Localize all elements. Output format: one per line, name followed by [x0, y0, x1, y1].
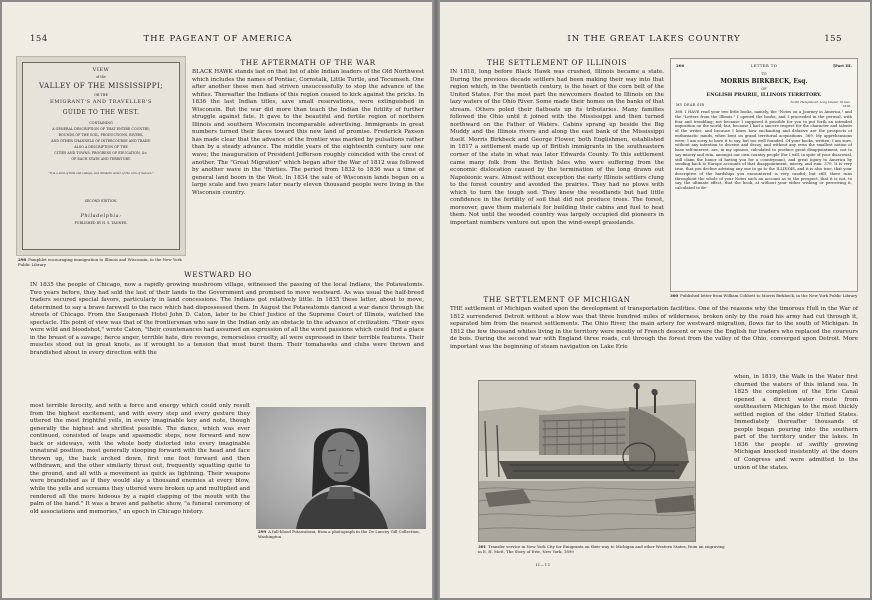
left-running-title: THE PAGEANT OF AMERICA — [143, 34, 293, 44]
right-running-title: IN THE GREAT LAKES COUNTRY — [567, 34, 741, 44]
caption-301 — [478, 545, 728, 555]
section-title-illinois: THE SETTLEMENT OF ILLINOIS — [486, 58, 628, 67]
right-page-number: 155 — [824, 34, 842, 44]
tp-line: OR THE — [94, 93, 108, 97]
caption-number: 299 — [258, 530, 267, 534]
letter-of: OF — [761, 87, 767, 91]
letter-salutation: MY DEAR SIR — [676, 103, 705, 107]
signature-mark: II—11 — [536, 562, 551, 567]
left-page — [2, 2, 432, 598]
tp-line: PUBLISHED BY H. S. TANNER. — [74, 221, 128, 225]
tp-line: "It is a land of hills and valleys, and drinketh water of the rain of heaven." — [48, 171, 154, 175]
potawatomi-portrait — [256, 407, 426, 529]
letter-name: MORRIS BIRKBECK, Esq. — [720, 78, 808, 85]
caption-text: Published letter from William Cobbett to Morris Birkbeck, in the New York Public Library — [680, 294, 858, 298]
left-page-number: 154 — [30, 34, 48, 44]
tp-line: GUIDE TO THE WEST. — [62, 109, 140, 116]
tp-line: ALSO A DESCRIPTION OF THE — [74, 145, 128, 149]
section-title-aftermath: THE AFTERMATH OF THE WAR — [240, 58, 376, 67]
title-page-inner — [22, 62, 180, 250]
tp-line: AND OTHER CHANNELS OF INTERCOURSE AND TRADE: — [51, 139, 151, 143]
tp-line: EMIGRANT'S AND TRAVELLER'S — [50, 99, 152, 105]
caption-text: A full-blood Potawatomi, from a photograph in the De Lancey Gill Collection, Washington — [258, 530, 420, 539]
section-title-westward-ho: WESTWARD HO — [184, 270, 252, 279]
left-running-head — [30, 34, 406, 46]
tp-line: SECOND EDITION. — [84, 199, 118, 203]
right-running-head — [466, 34, 842, 46]
cobbett-letter-plate — [670, 58, 858, 292]
letter-part: [Part III. — [833, 63, 852, 68]
tp-line: CITIES AND TOWNS, PROGRESS OF EDUCATION, &c. — [54, 151, 148, 155]
aftermath-paragraph: BLACK HAWK stands last on that list of able Indian leaders of the Old Northwest which includes the names of Pontiac, Cornstalk, Little Turtle, and Tecumseh. One after another these men had striven unsuccessfully to stop the advance of the whites. Thereafter the Indians of this region ceased to kick against the pricks. In 1836 the last Indian titles, save small reservations, were extinguished in Wisconsin. But the war did more than teach the Indian the futility of further struggle against fate. It gave to the beautiful and fertile region of northern Illinois and southern Wisconsin incomparable advertising. Immigrants in great numbers turned their faces toward this new land of promise. Frederick Paxson has made clear that the advance of the frontier was marked by pulsations rather than by a steady advance. The middle years of the eighteenth century saw one wave; the inauguration of President Jefferson roughly coincided with the crest of another. The "Great Migration" which began after the War of 1812 was followed by another wave in the 'thirties. The period from 1832 to 1836 was a time of general land boom in the West. In 1834 the sale of Wisconsin lands began on a large scale and two years later nearly eleven thousand people were living in the Wisconsin country. — [192, 69, 424, 196]
michigan-paragraph-continued: when, in 1819, the Walk in the Water first churned the waters of this inland sea. In 1825 the completion of the Erie Canal opened a direct water route from southeastern Michigan to the most thickly settled region of the older United States. Immediately thereafter thousands of people began pouring into the southern part of the territory under the lakes. In 1836 the people of swiftly growing Michigan knocked insistently at the doors of Congress and were admitted to the union of the states. — [734, 374, 858, 471]
caption-300 — [670, 294, 858, 299]
caption-298 — [18, 258, 186, 268]
book-gutter — [432, 0, 440, 600]
transfer-service-engraving — [478, 380, 696, 542]
title-page-plate — [16, 56, 186, 256]
tp-line: Philadelphia: — [80, 213, 122, 219]
tp-line: CONTAINING — [89, 121, 113, 125]
letter-body: 368. I HAVE read your two little books, namely, the "Notes on a Journey in America," and the "Letters from the Illinois." I opened the books, and I proceeded in the perusal, with fear and trembling; not because I supposed it possible for you to put forth an intended imposition on the world; but, because I had a sincere respect for the character and talents of the writer; and because I knew how enchanting and delusive are the prospects of enthusiastic minds, when bent on grand territorial acquisitions. 369. My apprehensions were, I am sorry to have it to say, but too well founded. Of your books, written, I am sure, without any intention to deceive and decoy, and without any even the smallest notion of base self-interest, are, in my opinion, calculated to produce great disappointment, not to say misery and ruin, amongst our own country people (for I will, in spite of your disavowal, still claim the honor of having you for a countryman), and great injury to America by sending back to Europe accounts of that disappointment, misery, and ruin. 370. It is very true, that you decline advising any one to go to the ILLINOIS, and it is also true, that your descriptive of the hardships you encountered is very candid; but still, there runs throughout the whole of your Notes such an account as to the prospect, that it is not, to say, the ultimate effect, that the book, at without your either wishing or perceiving it, calculated to de- — [675, 110, 852, 190]
caption-number: 298 — [18, 258, 27, 262]
letter-page-no: 200 — [676, 63, 685, 68]
engraving-drawing — [479, 381, 696, 542]
caption-number: 301 — [478, 545, 487, 549]
letter-head: LETTER TO — [750, 63, 778, 68]
tp-line: A GENERAL DESCRIPTION OF THAT ENTIRE COUNTRY; — [52, 127, 150, 131]
letter-place: ENGLISH PRAIRIE, ILLINOIS TERRITORY. — [706, 92, 822, 98]
tp-line: OF EACH STATE AND TERRITORY. — [71, 157, 131, 161]
caption-299 — [258, 530, 426, 540]
caption-text: Pamphlet encouraging immigration to Illinois and Wisconsin, in the New York Public Library — [18, 258, 182, 267]
westward-paragraph: IN 1835 the people of Chicago, now a rapidly growing mushroom village, witnessed the passing of the local Indians, the Potawatomis. Two years before, they had sold the last of their lands to the Government and promised to move westward. As was usual the half-breed traders secured special favors, particularly in land concessions. The Indians got relatively little. In 1835 these latter, about to move, determined to say a brave farewell to the race which had dispossessed them. In August the Potawatomis danced a war dance through the streets of Chicago. From the Saugenash Hotel John D. Caton, later to be Chief Justice of the Supreme Court of Illinois, watched the spectacle. His point of view was that of the frontiersman who saw in the Indian only an obstacle to the advance of civilization. "Their eyes were wild and bloodshot," wrote Caton, "their countenances had assumed an expression of all the worst passions which could find a place in the breast of a savage; fierce anger, terrible hate, dire revenge, remorseless cruelty, all were expressed in their terrible features. Their muscles stood out in great knots, as if wrought to a tension that must burst them. Their tomahawks and clubs were thrown and brandished about in every direction with the — [30, 282, 424, 356]
caption-text: Transfer service in New York City for Emigrants on their way to Michigan and other Western States, from an engraving in E. H. Mott, The Story of Erie, New York, 1899 — [478, 545, 725, 554]
michigan-paragraph: THE settlement of Michigan waited upon the development of transportation facilities. One of the reasons why the timorous Hull in the War of 1812 surrendered Detroit without a blow was that three hundred miles of wilderness, broken only by the road his army had cut through it, separated him from the nearest settlements. The Ohio River, the main artery for westward migration, flows far to the south of Michigan. In 1812 the few thousand whites living in the territory were mostly of French descent or were the English fur traders who replaced the coureurs de bois. During the second war with England three roads, cut through the forest from the valley of the Ohio, converged upon Detroit. More important was the beginning of steam navigation on Lake Erie — [450, 306, 858, 350]
letter-to: TO — [761, 72, 767, 76]
tp-line: VIEW — [92, 67, 110, 73]
section-title-michigan: THE SETTLEMENT OF MICHIGAN — [483, 295, 631, 304]
tp-line: of the — [96, 75, 106, 79]
caption-number: 300 — [670, 294, 679, 298]
right-page — [440, 2, 870, 598]
tp-line: BOUNDS OF THE SOIL, PRODUCTIONS, RIVERS, — [58, 133, 144, 137]
illinois-paragraph: IN 1818, long before Black Hawk was crushed, Illinois became a state. During the previous decade settlers had been making their way into that region which, in the twentieth century, is the heart of the corn belt of the United States. For the most part the newcomers floated to Illinois on the lazy waters of the Ohio River. Some made their homes on the banks of that stream. Others poled their flatboats up its tributaries. Many families followed the Ohio until it joined with the Mississippi and then turned northward on the Father of Waters. Cabins sprang up beside the Big Muddy and the Illinois rivers and along the east bank of the Mississippi itself. Morris Birkbeck and George Flower, both Englishmen, established in 1817 a settlement made up of British immigrants in the southeastern corner of the state in what was later Edwards County. To this settlement came many folk from the British Isles who were suffering from the economic dislocation caused by the termination of the long drawn out Napoleonic wars. Almost without exception the early Illinois settlers clung to the forest country and avoided the prairies. They had no plows with which to turn the tough sod. They knew the woodlands but had little confidence in the fertility of soil that did not produce trees. The forest, moreover, gave them materials for building their cabins and fuel to heat them. Not until the wooded country was largely occupied did pioneers in important numbers venture out upon the wind-swept grasslands. — [450, 69, 664, 226]
westward-paragraph-continued: most terrible ferocity, and with a force and energy which could only result from the highest excitement, and with every step and every gesture they uttered the most frightful yells, in every imaginable key and note, though generally the highest and shrillest possible. The dance, which was ever continued, consisted of leaps and spasmodic steps, now forward and now back or sideways, with the whole body distorted into every imaginable unnatural position, most generally stooping forward with the head and face thrown up, the back arched down, first one foot forward and then withdrawn, and the other similarly thrust out, frequently squatting quite to the ground, and all with a movement as quick as lightning. Their weapons were brandished as if they would slay a thousand enemies at every blow, while the yells and screams they uttered were broken up and multiplied and rendered all the more hideous by a rapid clapping of the mouth with the palm of the hand." It was a brave and pathetic show, "a funeral ceremony of old associations and memories," an epoch in Chicago history. — [30, 403, 250, 515]
portrait-drawing — [256, 407, 426, 529]
letter-dateline: North Hempstead, Long Island, 10 Dec. 1818. — [790, 101, 851, 108]
tp-line: VALLEY OF THE MISSISSIPPI; — [38, 81, 164, 90]
